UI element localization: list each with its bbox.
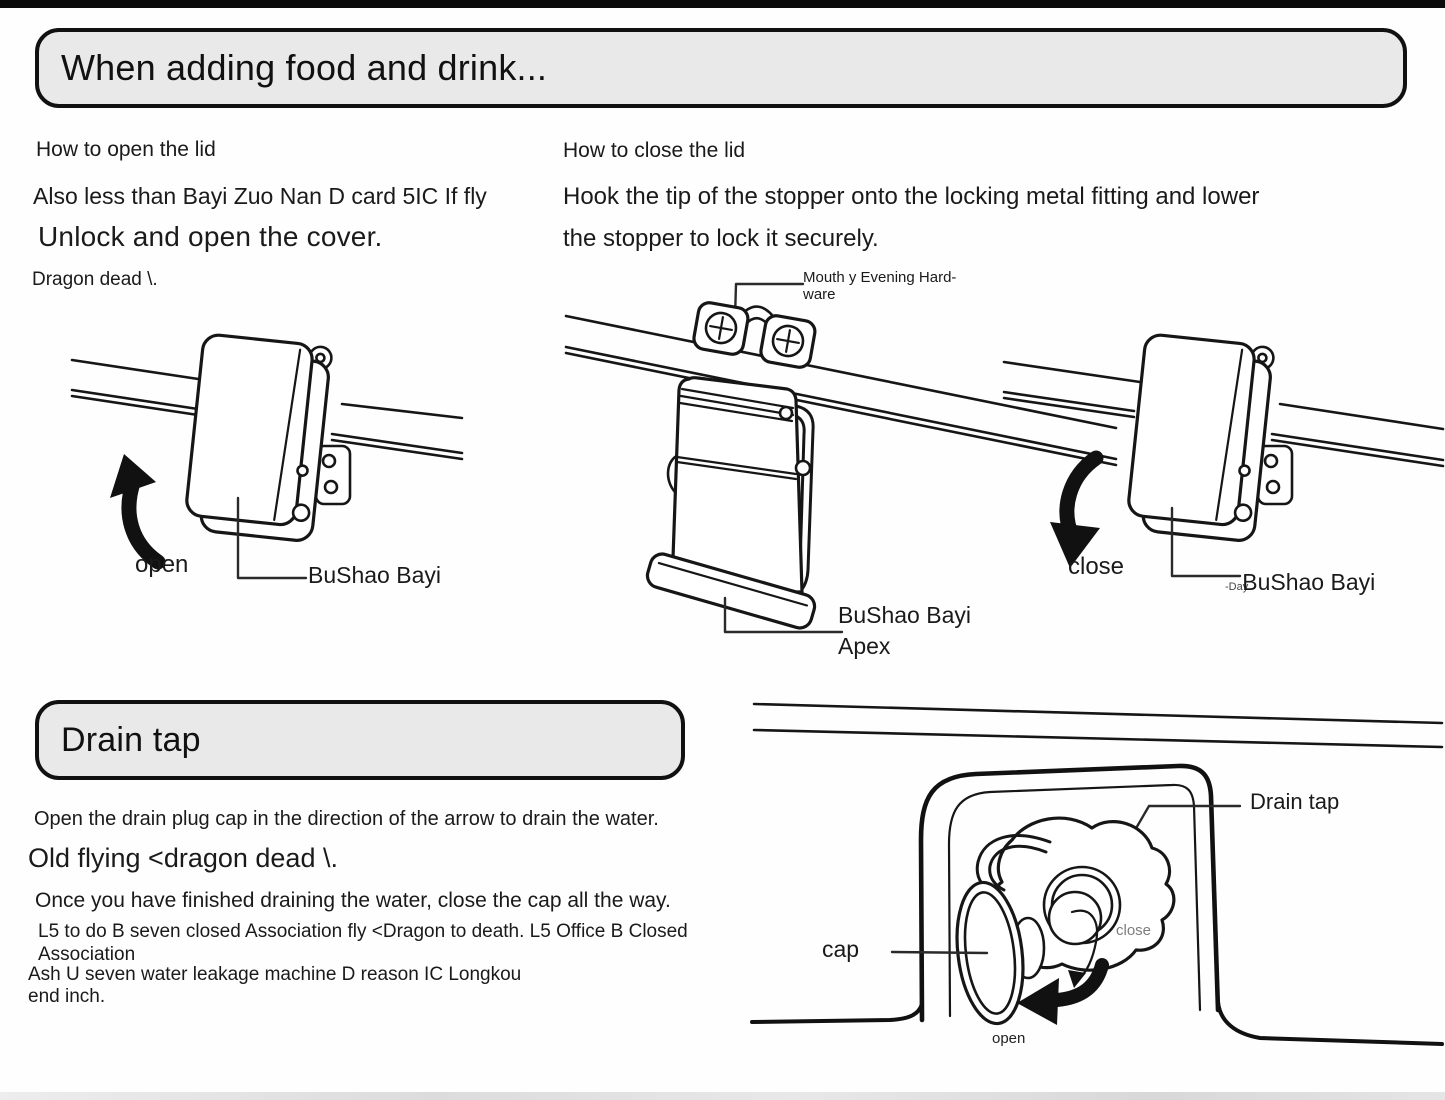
close-arrow bbox=[1050, 458, 1100, 568]
leader-line-cap bbox=[892, 952, 987, 953]
open-lid-heading: How to open the lid bbox=[36, 138, 216, 161]
drain-paragraph-1: Open the drain plug cap in the direction of the arrow to drain the water. bbox=[34, 808, 659, 830]
stopper-label-right: BuShao Bayi bbox=[1242, 569, 1376, 595]
section-header-add-food bbox=[35, 28, 1407, 108]
open-small-label: open bbox=[992, 1030, 1026, 1047]
stopper-apex-line1: BuShao Bayi bbox=[838, 602, 971, 628]
close-small-label: close bbox=[1116, 922, 1152, 939]
drain-tap-label: Drain tap bbox=[1250, 789, 1340, 814]
latch-body bbox=[184, 334, 333, 542]
stopper-apex-label bbox=[838, 600, 998, 662]
cooler-edge-lines bbox=[754, 704, 1442, 747]
stopper-body bbox=[645, 378, 818, 631]
close-lid-line2: the stopper to lock it securely. bbox=[563, 225, 879, 252]
drain-paragraph-4a: L5 to do B seven closed Association fly <Dragon to death. L5 Office B Closed bbox=[38, 921, 688, 942]
latch-body bbox=[1126, 334, 1275, 542]
drain-section-title: Drain tap bbox=[61, 720, 201, 759]
close-lid-line1: Hook the tip of the stopper onto the locking metal fitting and lower bbox=[563, 183, 1260, 210]
open-lid-instruction: Unlock and open the cover. bbox=[38, 221, 383, 252]
top-edge-bar bbox=[0, 0, 1445, 8]
drain-paragraph-2: Old flying <dragon dead \. bbox=[28, 843, 338, 873]
diagram-drain-tap bbox=[750, 680, 1445, 1060]
open-lid-subtext: Also less than Bayi Zuo Nan D card 5IC If fly bbox=[33, 183, 487, 209]
diagram-close-latch bbox=[1000, 330, 1445, 620]
open-arrow-label: open bbox=[135, 551, 189, 578]
fitting-label: Mouth y Evening Hard-ware bbox=[803, 269, 957, 303]
drain-paragraph-5a: Ash U seven water leakage machine D reason IC Longkou bbox=[28, 964, 522, 985]
stopper-label-right-group bbox=[1225, 569, 1375, 596]
bottom-edge-bar bbox=[0, 1092, 1445, 1100]
close-arrow-label: close bbox=[1068, 553, 1125, 580]
stopper-apex-line2: Apex bbox=[838, 633, 891, 659]
section-header-drain-tap bbox=[35, 700, 685, 780]
cap-label: cap bbox=[822, 936, 860, 962]
section-title: When adding food and drink... bbox=[61, 47, 548, 88]
drain-paragraph-5b: end inch. bbox=[28, 986, 106, 1007]
drain-paragraph-3: Once you have finished draining the water, close the cap all the way. bbox=[35, 889, 671, 912]
close-lid-heading: How to close the lid bbox=[563, 139, 746, 162]
locking-metal-fitting bbox=[692, 301, 816, 369]
drain-paragraph-4b: Association bbox=[38, 944, 136, 965]
tiny-day-text: -Day bbox=[1225, 581, 1249, 593]
stopper-label-left: BuShao Bayi bbox=[308, 562, 441, 588]
open-lid-note: Dragon dead \. bbox=[32, 269, 158, 290]
open-arrow bbox=[110, 454, 158, 562]
